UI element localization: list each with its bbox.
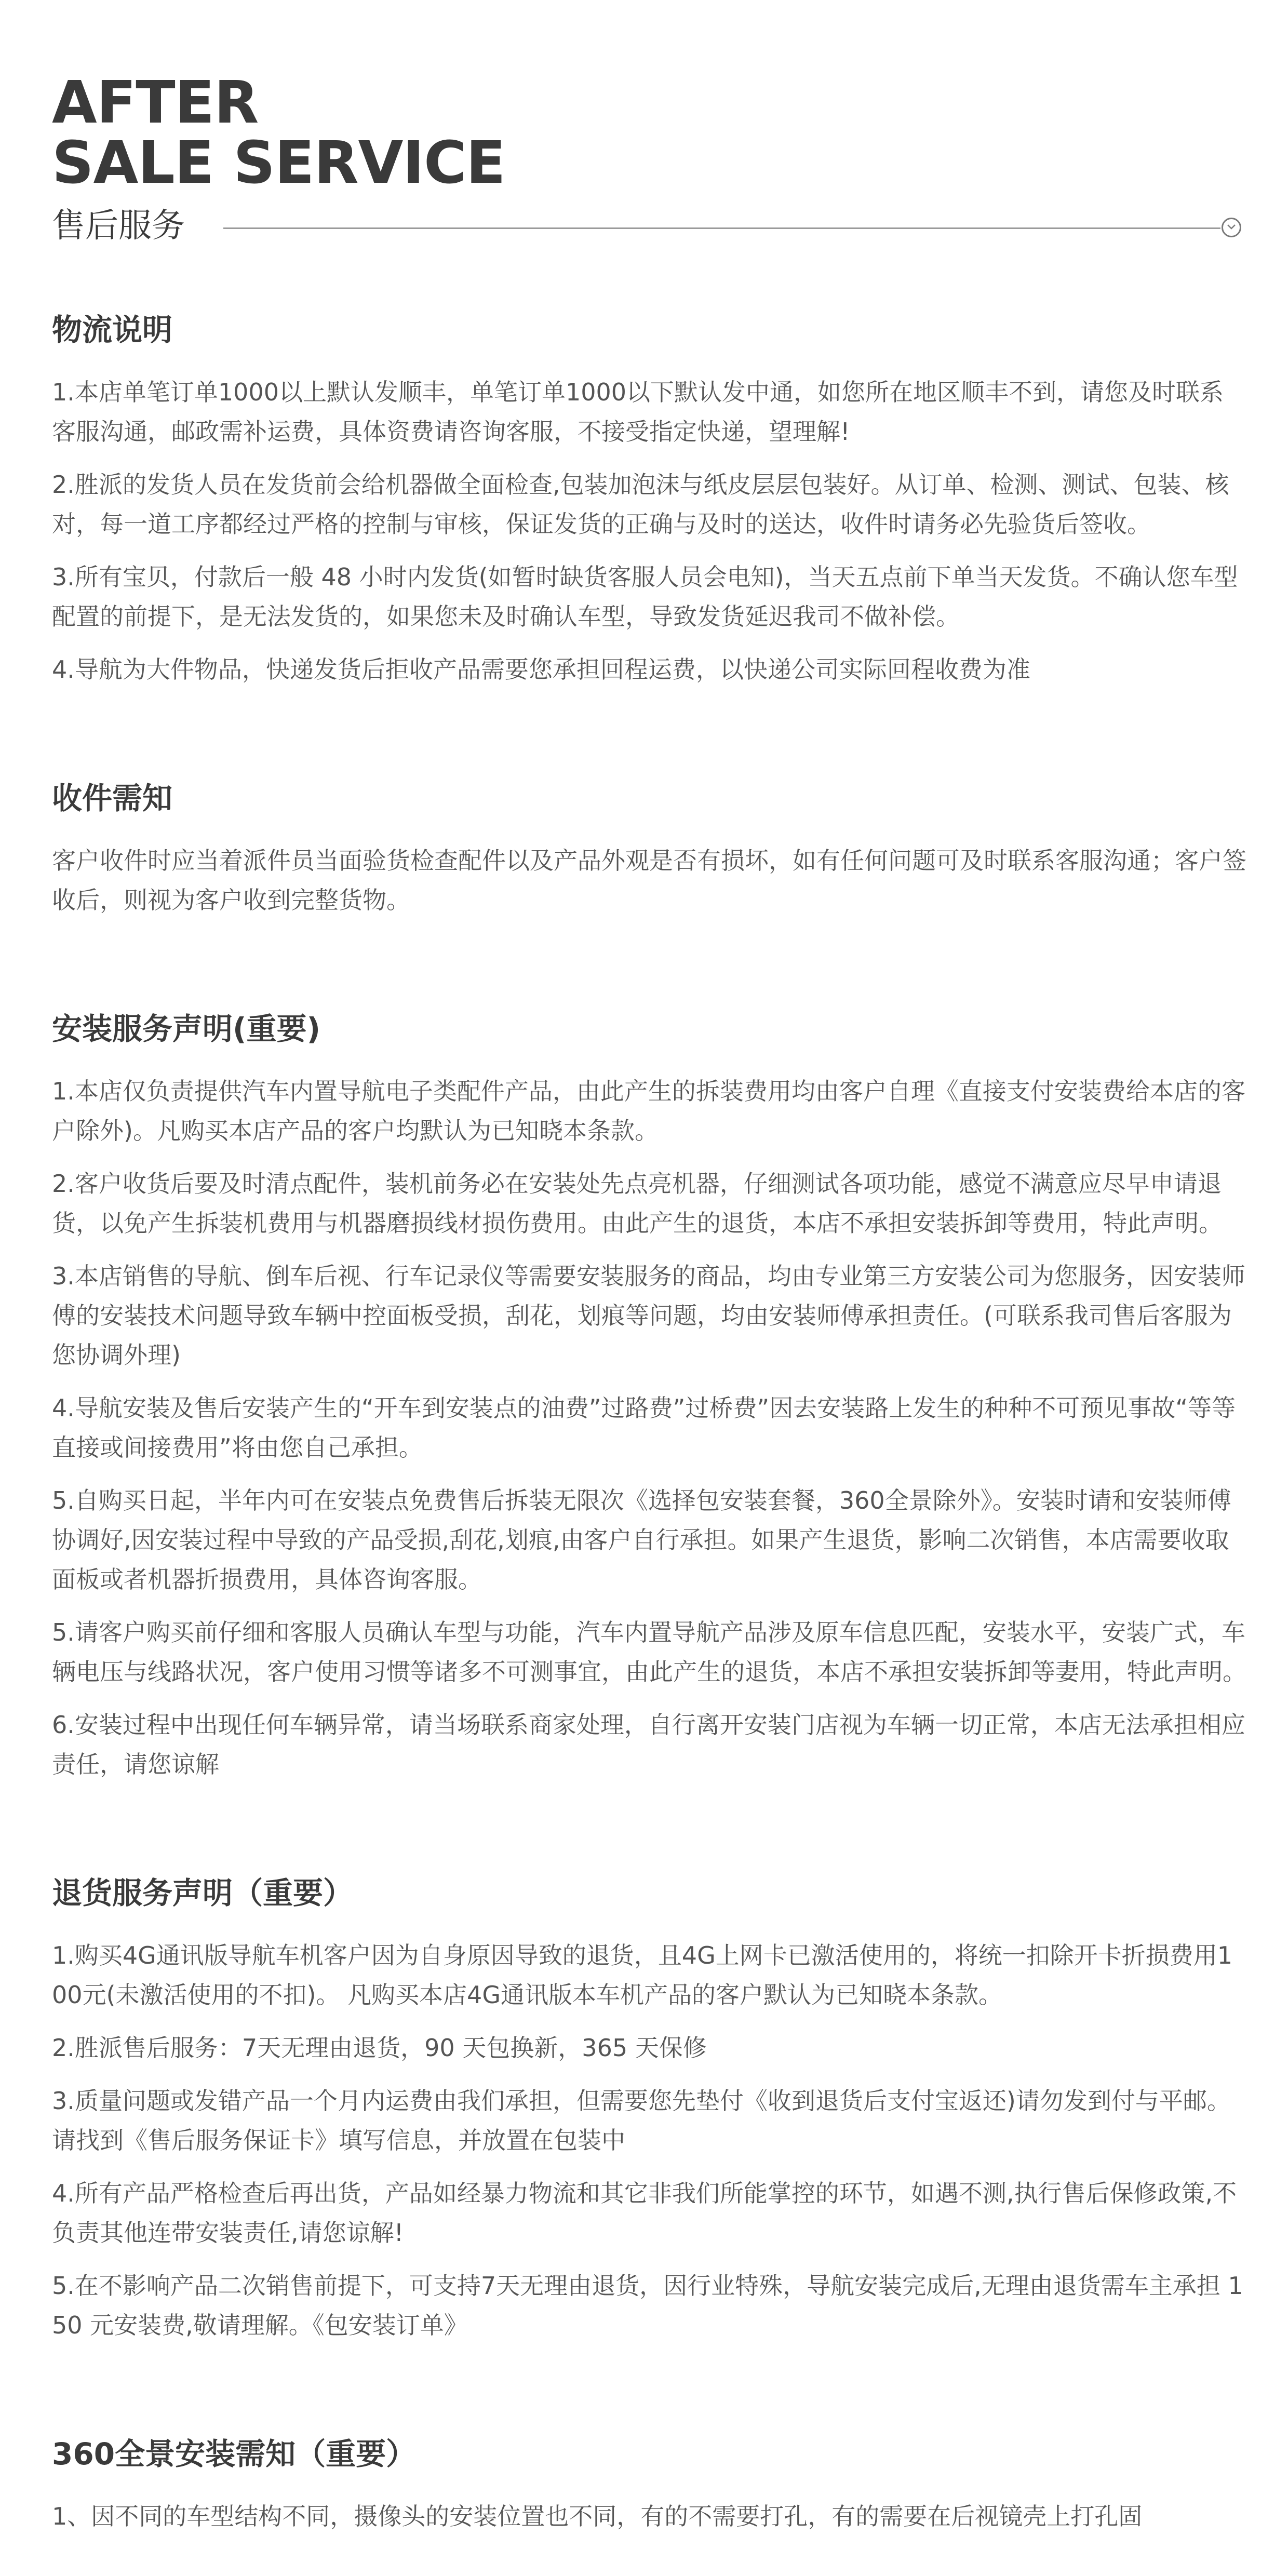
paragraph: 6.安装过程中出现任何车辆异常，请当场联系商家处理，自行离开安装门店视为车辆一切正常，本店无法承担相应责任，请您谅解 — [52, 1711, 1245, 1778]
hero-title-line-2: SALE SERVICE — [52, 129, 505, 197]
section-title: 收件需知 — [52, 781, 173, 816]
paragraph: 3.质量问题或发错产品一个月内运费由我们承担，但需要您先垫付《收到退货后支付宝返还)请勿发到付与平邮。请找到《售后服务保证卡》填写信息，并放置在包装中 — [52, 2087, 1231, 2154]
chevron-down-icon — [1222, 218, 1241, 237]
section-installation — [52, 1008, 1246, 1784]
paragraph: 2.客户收货后要及时清点配件，装机前务必在安装处先点亮机器，仔细测试各项功能，感觉不满意应尽早申请退货，以免产生拆装机费用与机器磨损线材损伤费用。由此产生的退货，本店不承担安装拆卸等费用，特此声明。 — [52, 1170, 1223, 1237]
paragraph: 4.导航安装及售后安装产生的“开车到安装点的油费”过路费”过桥费”因去安装路上发生的种种不可预见事故“等等直接或间接费用”将由您自己承担。 — [52, 1394, 1236, 1461]
section-title: 360全景安装需知（重要） — [52, 2436, 417, 2472]
paragraph: 5.请客户购买前仔细和客服人员确认车型与功能，汽车内置导航产品涉及原车信息匹配，安装水平，安装广式，车辆电压与线路状况，客户使用习惯等诸多不可测事宜，由此产生的退货，本店不承担安装拆卸等妻用，特此声明。 — [52, 1618, 1246, 1686]
section-title: 退货服务声明（重要） — [52, 1875, 354, 1911]
paragraph: 4.所有产品严格检查后再出货，产品如经暴力物流和其它非我们所能掌控的环节，如遇不测,执行售后保修政策,不负责其他连带安装责任,请您谅解! — [52, 2179, 1237, 2247]
paragraph: 1.本店单笔订单1000以上默认发顺丰，单笔订单1000以下默认发中通，如您所在地区顺丰不到，请您及时联系客服沟通，邮政需补运费，具体资费请咨询客服，不接受指定快递，望理解! — [52, 378, 1224, 446]
subtitle-row — [52, 205, 1241, 252]
paragraph: 3.所有宝贝，付款后一般 48 小时内发货(如暂时缺货客服人员会电知)，当天五点前下单当天发货。不确认您车型配置的前提下，是无法发货的，如果您未及时确认车型，导致发货延迟我司不做补偿。 — [52, 563, 1238, 630]
hero-title-line-1: AFTER — [52, 69, 259, 137]
subtitle: 售后服务 — [52, 207, 185, 245]
section-logistics — [52, 309, 1246, 689]
section-returns — [52, 1872, 1246, 2345]
paragraph: 5.自购买日起，半年内可在安装点免费售后拆装无限次《选择包安装套餐，360全景除外》。安装时请和安装师傅协调好,因安装过程中导致的产品受损,刮花,划痕,由客户自行承担。如果产生退货，影响二次销售，本店需要收取面板或者机器折损费用，具体咨询客服。 — [52, 1486, 1231, 1593]
paragraph: 5.在不影响产品二次销售前提下，可支持7天无理由退货，因行业特殊，导航安装完成后,无理由退货需车主承担 150 元安装费,敬请理解。《包安装订单》 — [52, 2272, 1243, 2339]
section-360-installation — [52, 2433, 1246, 2536]
paragraph: 1、因不同的车型结构不同，摄像头的安装位置也不同，有的不需要打孔，有的需要在后视镜壳上打孔固 — [52, 2502, 1143, 2530]
hero-title — [52, 69, 1246, 197]
section-receiving — [52, 777, 1246, 920]
content — [52, 309, 1246, 2576]
paragraph: 4.导航为大件物品，快递发货后拒收产品需要您承担回程运费，以快递公司实际回程收费为准 — [52, 655, 1030, 683]
section-title: 物流说明 — [52, 312, 173, 347]
divider-line — [223, 227, 1220, 229]
paragraph: 3.本店销售的导航、倒车后视、行车记录仪等需要安装服务的商品，均由专业第三方安装公司为您服务，因安装师傅的安装技术问题导致车辆中控面板受损，刮花，划痕等问题，均由安装师傅承担责任。(可联系我司售后客服为您协调外理) — [52, 1262, 1245, 1369]
paragraph: 2.胜派的发货人员在发货前会给机器做全面检查,包装加泡沫与纸皮层层包装好。从订单、检测、测试、包装、核对，每一道工序都经过严格的控制与审核，保证发货的正确与及时的送达，收件时请务必先验货后签收。 — [52, 471, 1229, 538]
section-title: 安装服务声明(重要) — [52, 1011, 321, 1046]
paragraph: 1.购买4G通讯版导航车机客户因为自身原因导致的退货，且4G上网卡已激活使用的，将统一扣除开卡折损费用100元(未激活使用的不扣)。 凡购买本店4G通讯版本车机产品的客户默认为已知晓本条款。 — [52, 1941, 1232, 2009]
paragraph: 1.本店仅负责提供汽车内置导航电子类配件产品，由此产生的拆装费用均由客户自理《直接支付安装费给本店的客户除外)。凡购买本店产品的客户均默认为已知晓本条款。 — [52, 1077, 1245, 1145]
paragraph: 客户收件时应当着派件员当面验货检查配件以及产品外观是否有损坏，如有任何问题可及时联系客服沟通；客户签收后，则视为客户收到完整货物。 — [52, 847, 1246, 914]
paragraph: 2.胜派售后服务：7天无理由退货，90 天包换新，365 天保修 — [52, 2034, 707, 2062]
